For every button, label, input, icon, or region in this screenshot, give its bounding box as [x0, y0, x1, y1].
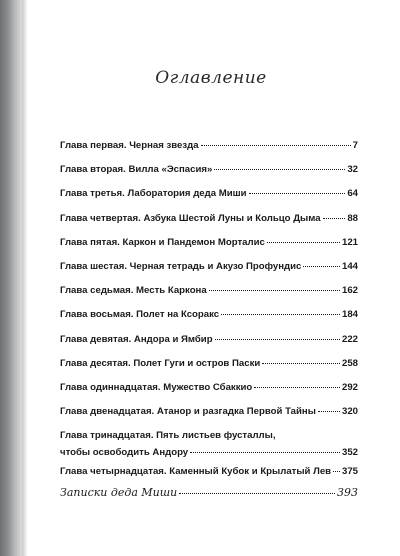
toc-entry-page: 184 — [341, 309, 358, 321]
toc-entry — [60, 406, 358, 430]
toc-entry-page: 258 — [341, 357, 358, 369]
dot-leader — [190, 451, 340, 453]
page-title: Оглавление — [155, 68, 267, 88]
toc-entry-label: Записки деда Миши — [60, 486, 178, 500]
toc-entry — [60, 430, 358, 466]
toc-entry-label: Глава вторая. Вилла «Эспасия» — [60, 164, 213, 176]
toc-entry — [60, 285, 358, 309]
dot-leader — [209, 289, 340, 291]
toc-entry-label: Глава четвертая. Азбука Шестой Луны и Кольцо Дыма — [60, 212, 321, 224]
toc-entry-line2 — [60, 447, 358, 458]
toc-entry-label: Глава двенадцатая. Атанор и разгадка Первой Тайны — [60, 406, 316, 418]
dot-leader — [333, 470, 340, 472]
table-of-contents — [60, 140, 358, 511]
dot-leader — [303, 265, 340, 267]
toc-entry-label: Глава третья. Лаборатория деда Миши — [60, 188, 247, 200]
toc-entry — [60, 213, 358, 237]
dot-leader — [267, 241, 340, 243]
toc-entry-page: 352 — [341, 447, 358, 459]
toc-entry-page: 64 — [347, 188, 358, 200]
toc-entry-label: Глава шестая. Черная тетрадь и Акузо Профундис — [60, 260, 302, 272]
toc-entry-label: Глава пятая. Каркон и Пандемон Морталис — [60, 236, 265, 248]
toc-entry — [60, 188, 358, 212]
toc-entry-label: Глава восьмая. Полет на Ксоракс — [60, 309, 220, 321]
toc-entry — [60, 237, 358, 261]
toc-entry-page: 393 — [337, 486, 358, 500]
toc-entry-page: 320 — [341, 406, 358, 418]
toc-entry-label-line1: Глава тринадцатая. Пять листьев фусталлы, — [60, 430, 276, 442]
toc-entry-page: 88 — [347, 212, 358, 224]
toc-entry-notes — [60, 486, 358, 510]
toc-entry-label: Глава четырнадцатая. Каменный Кубок и Крылатый Лев — [60, 466, 332, 478]
toc-entry — [60, 261, 358, 285]
toc-entry-label: Глава десятая. Полет Гуги и остров Паски — [60, 357, 261, 369]
dot-leader — [201, 144, 351, 146]
dot-leader — [262, 362, 340, 364]
toc-entry — [60, 358, 358, 382]
dot-leader — [221, 313, 340, 315]
dot-leader — [249, 192, 346, 194]
dot-leader — [323, 217, 346, 219]
toc-entry-label-line2: чтобы освободить Андору — [60, 447, 189, 459]
toc-entry-page: 222 — [341, 333, 358, 345]
toc-entry — [60, 140, 358, 164]
toc-entry-label: Глава девятая. Андора и Ямбир — [60, 333, 213, 345]
toc-entry-page: 7 — [352, 140, 358, 151]
toc-entry-page: 32 — [347, 164, 358, 176]
dot-leader — [214, 168, 345, 170]
toc-entry-label: Глава одиннадцатая. Мужество Сбаккио — [60, 381, 253, 393]
toc-entry-page: 292 — [341, 381, 358, 393]
toc-entry — [60, 382, 358, 406]
toc-entry-page: 144 — [341, 260, 358, 272]
toc-entry-page: 162 — [341, 285, 358, 297]
toc-entry-page: 375 — [341, 466, 358, 478]
toc-entry-page: 121 — [341, 236, 358, 248]
dot-leader — [215, 338, 340, 340]
dot-leader — [318, 410, 340, 412]
toc-entry-label: Глава первая. Черная звезда — [60, 140, 199, 151]
toc-entry-label: Глава седьмая. Месть Каркона — [60, 285, 207, 297]
toc-entry — [60, 164, 358, 188]
toc-entry — [60, 334, 358, 358]
toc-entry — [60, 309, 358, 333]
dot-leader — [179, 492, 335, 494]
dot-leader — [254, 386, 340, 388]
